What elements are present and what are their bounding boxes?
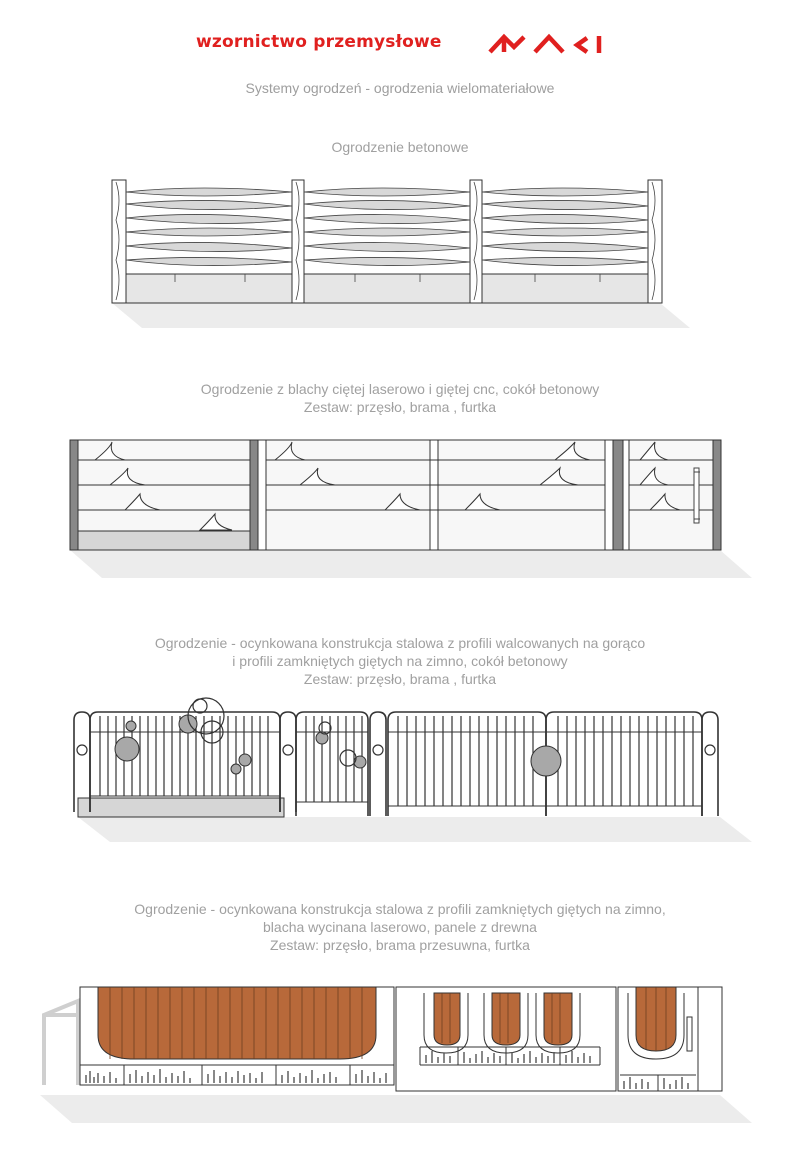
wood-panel-fence-illustration — [0, 975, 800, 1135]
laser-cut-fence-illustration — [0, 430, 800, 590]
steel-fence-illustration — [0, 692, 800, 862]
caption-line: Zestaw: przęsło, brama przesuwna, furtka — [270, 937, 530, 953]
brand-name: wzornictwo przemysłowe — [196, 32, 442, 52]
caption-line: Ogrodzenie z blachy ciętej laserowo i giętej cnc, cokół betonowy — [200, 381, 600, 397]
maki-logo-icon — [487, 30, 607, 56]
caption-line: Zestaw: przęsło, brama , furtka — [303, 399, 497, 415]
caption-line: i profili zamkniętych giętych na zimno, cokół betonowy — [232, 653, 568, 669]
caption-line: Zestaw: przęsło, brama , furtka — [303, 671, 497, 687]
caption-line: Ogrodzenie betonowe — [331, 139, 469, 155]
caption-laser-cut-fence — [0, 380, 800, 416]
caption-steel-fence — [0, 634, 800, 688]
brand-header — [0, 30, 800, 60]
caption-wood-panel-fence — [0, 900, 800, 954]
caption-line: blacha wycinana laserowo, panele z drewna — [263, 919, 537, 935]
page-subtitle: Systemy ogrodzeń - ogrodzenia wielomateriałowe — [245, 80, 555, 96]
caption-line: Ogrodzenie - ocynkowana konstrukcja stalowa z profili zamkniętych giętych na zimno, — [134, 901, 666, 917]
caption-line: Ogrodzenie - ocynkowana konstrukcja stalowa z profili walcowanych na gorąco — [154, 635, 646, 651]
caption-concrete-fence — [0, 138, 800, 156]
concrete-fence-illustration — [0, 170, 800, 340]
